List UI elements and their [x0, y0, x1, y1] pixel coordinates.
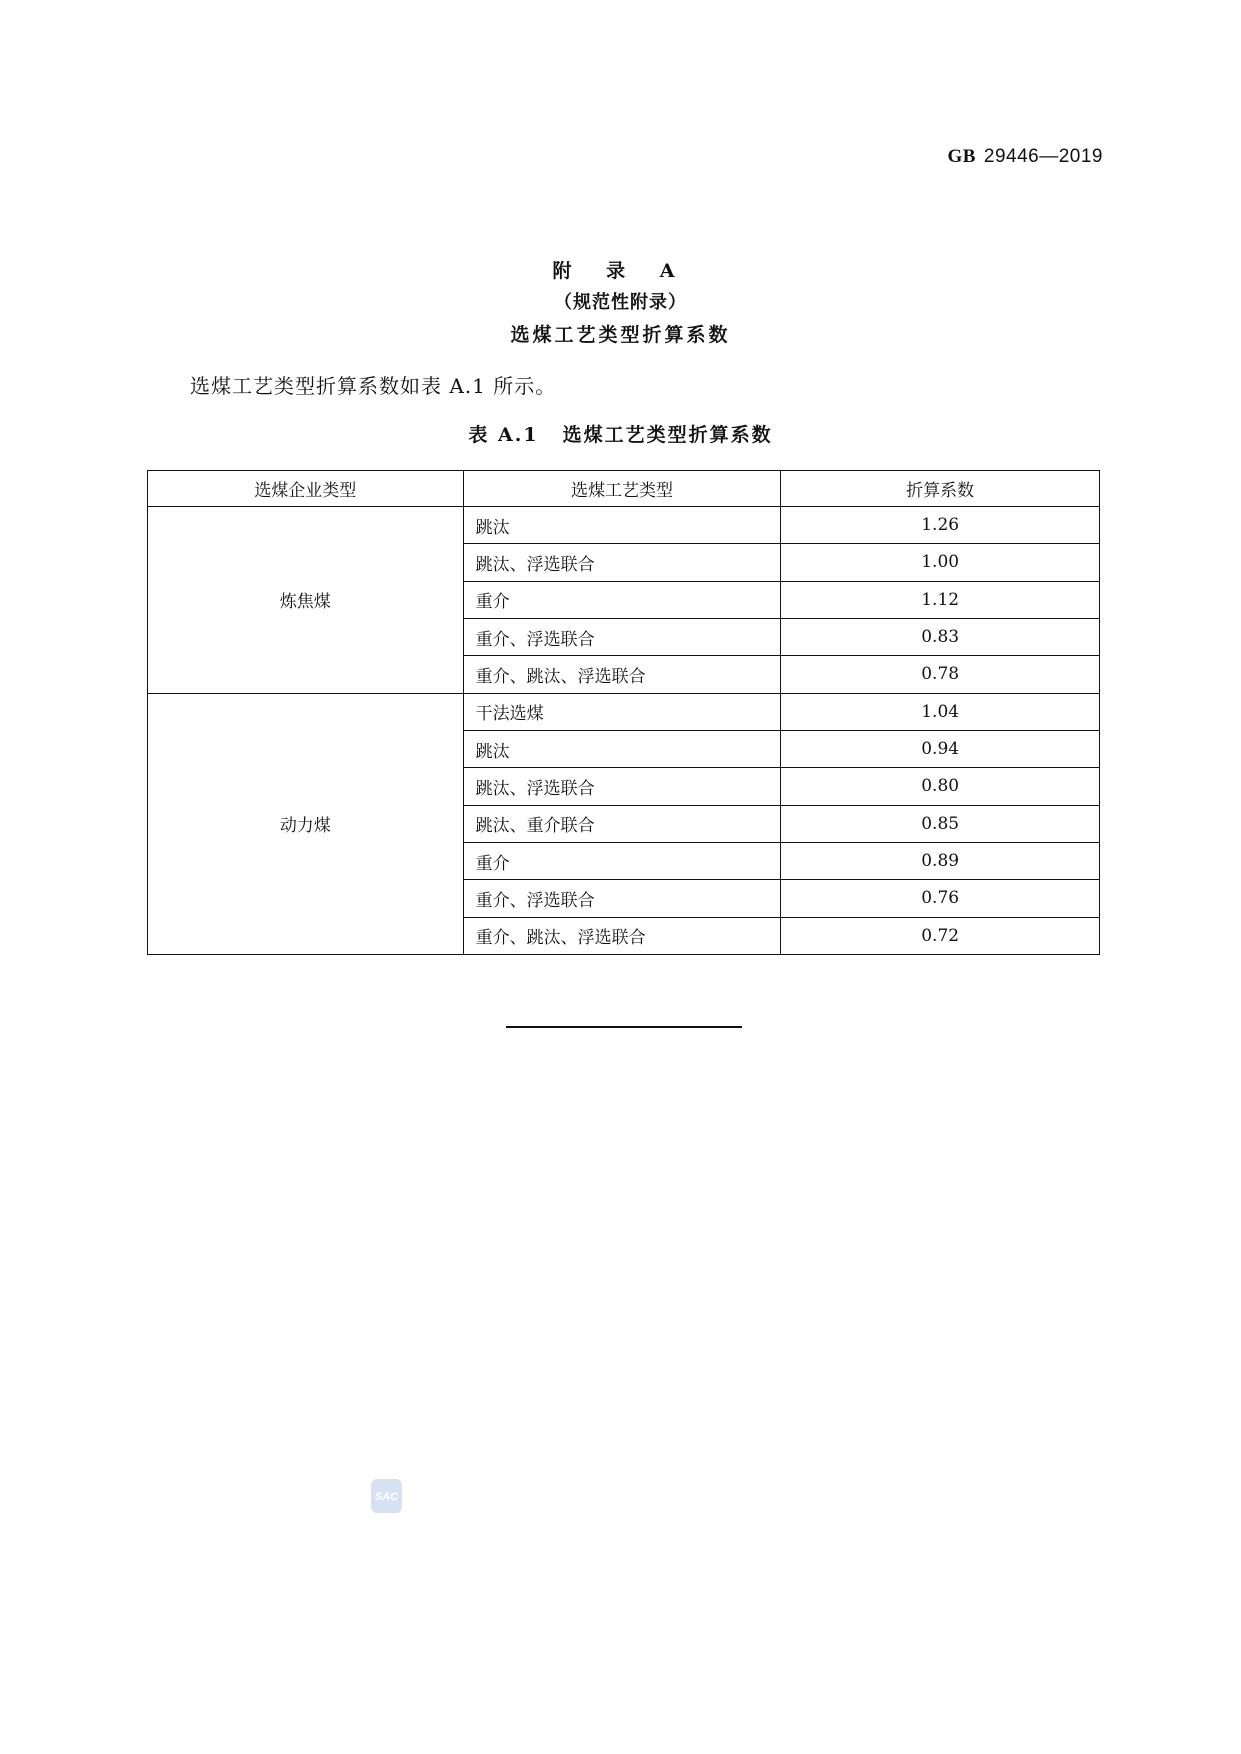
process-cell: 重介、浮选联合 [463, 880, 781, 917]
sac-watermark-logo [371, 1479, 402, 1513]
coefficient-cell: 1.12 [781, 581, 1100, 618]
coefficient-cell: 0.72 [781, 917, 1100, 954]
process-cell: 跳汰、浮选联合 [463, 544, 781, 581]
table-header-row [148, 471, 1100, 507]
process-cell: 跳汰 [463, 507, 781, 544]
process-cell: 重介、跳汰、浮选联合 [463, 656, 781, 693]
header-process-type: 选煤工艺类型 [463, 471, 781, 507]
table-caption [0, 420, 1241, 447]
annex-title: 附 录 A [552, 260, 689, 282]
table-caption-title: 选煤工艺类型折算系数 [562, 424, 773, 446]
annex-name: 选煤工艺类型折算系数 [510, 324, 731, 346]
process-cell: 跳汰、重介联合 [463, 805, 781, 842]
coefficient-cell: 1.00 [781, 544, 1100, 581]
coefficient-cell: 0.78 [781, 656, 1100, 693]
header-coefficient: 折算系数 [781, 471, 1100, 507]
coefficient-cell: 0.76 [781, 880, 1100, 917]
process-cell: 重介 [463, 842, 781, 879]
end-rule [506, 1026, 742, 1028]
coefficient-cell: 0.80 [781, 768, 1100, 805]
coefficient-cell: 1.26 [781, 507, 1100, 544]
standard-number: 29446—2019 [983, 146, 1103, 167]
coefficient-cell: 0.85 [781, 805, 1100, 842]
annex-type: （规范性附录） [554, 292, 687, 313]
coefficient-cell: 0.83 [781, 618, 1100, 655]
table-row [148, 507, 1100, 544]
process-cell: 跳汰 [463, 730, 781, 767]
process-cell: 干法选煤 [463, 693, 781, 730]
svg-text:SAC: SAC [374, 1491, 399, 1503]
process-cell: 重介、跳汰、浮选联合 [463, 917, 781, 954]
header-enterprise-type: 选煤企业类型 [148, 471, 464, 507]
category-cell: 炼焦煤 [148, 507, 464, 694]
coefficient-cell: 0.94 [781, 730, 1100, 767]
process-cell: 重介 [463, 581, 781, 618]
coefficient-cell: 0.89 [781, 842, 1100, 879]
process-cell: 重介、浮选联合 [463, 618, 781, 655]
table-caption-number: 表 A.1 [468, 424, 539, 446]
standard-code [947, 146, 1103, 168]
table-row [148, 693, 1100, 730]
standard-prefix: GB [947, 146, 976, 167]
intro-paragraph: 选煤工艺类型折算系数如表 A.1 所示。 [190, 374, 557, 398]
category-cell: 动力煤 [148, 693, 464, 954]
coefficient-cell: 1.04 [781, 693, 1100, 730]
coefficient-table [147, 470, 1100, 955]
process-cell: 跳汰、浮选联合 [463, 768, 781, 805]
